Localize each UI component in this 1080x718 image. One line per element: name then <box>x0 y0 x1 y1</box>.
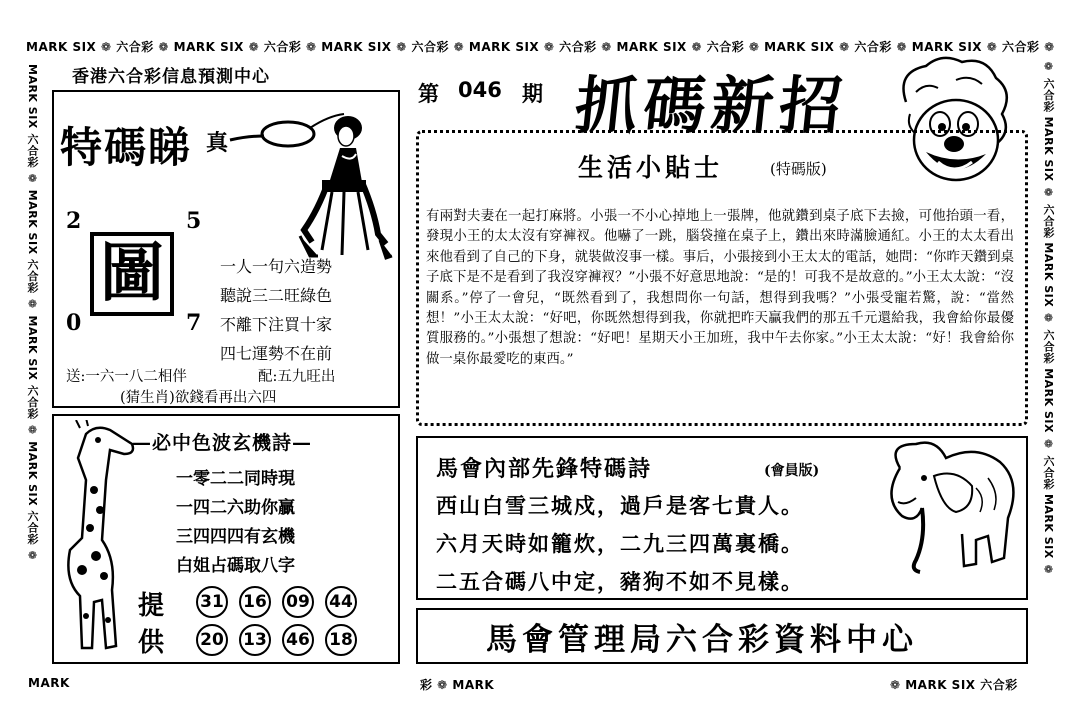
top-border-text: MARK SIX ❁ 六合彩 ❁ MARK SIX ❁ 六合彩 ❁ MARK SIX ❁ 六合彩 ❁ MARK SIX ❁ 六合彩 ❁ MARK SIX ❁ 六合彩 ❁ MARK SIX ❁ 六合彩 ❁ MARK SIX ❁ 六合彩 ❁ <box>26 40 1055 54</box>
left-border-text: MARK SIX 六合彩 ❁ MARK SIX 六合彩 ❁ MARK SIX 六合彩 ❁ MARK SIX 六合彩 ❁ <box>26 64 39 563</box>
gong-number-3: 46 <box>282 624 314 656</box>
corner-number-bottom-right: 7 <box>186 310 202 336</box>
gong-number-4: 18 <box>325 624 357 656</box>
ti-number-3: 09 <box>282 586 314 618</box>
issue-suffix: 期 <box>522 81 543 106</box>
elephant-icon <box>876 438 1024 578</box>
ti-label: 提 <box>138 591 165 621</box>
poem-box-subtitle: (會員版) <box>764 463 820 479</box>
color-poem-title: —必中色波玄機詩— <box>132 432 313 454</box>
guess-line: (猜生肖)欲錢看再出六四 <box>120 390 277 406</box>
riddle-character: 圖 <box>90 232 174 316</box>
bottom-border-mid: 彩 ❁ MARK <box>420 678 495 692</box>
giraffe-icon <box>56 420 144 656</box>
tips-subtitle: (特碼版) <box>770 160 827 178</box>
corner-number-top-left: 2 <box>66 208 82 234</box>
poem-box-title: 馬會內部先鋒特碼詩 <box>436 456 653 482</box>
tips-story: 有兩對夫妻在一起打麻將。小張一不小心掉地上一張牌，他就鑽到桌子底下去撿，可他抬頭一看，發現小王的太太沒有穿褲衩。他嚇了一跳，腦袋撞在桌子上，鑽出來時滿臉通紅。小王的太太看出來他看到了自己的下身，就裝做沒事一樣。事后，小張接到小王太太的電話，她問：“你昨天鑽到桌子底下是不是看到了我沒穿褲衩？”小張不好意思地說：“是的！可我不是故意的。”小王太太說：“沒關系。”停了一會兒，“既然看到了，我想問你一句話，想得到我嗎？”小張受寵若驚，說：“當然想！”小王太太說：“好吧，你既然想得到我，你就把昨天贏我們的那五千元還給我，我會給你最優質服務的。”小張想了想說：“好吧！星期天小王加班，我中午去你家。”小王太太說：“好！我會給你做一桌你最愛吃的東西。” <box>426 209 1014 367</box>
right-border-text: ❁ 六合彩 MARK SIX ❁ 六合彩 MARK SIX ❁ 六合彩 MARK SIX ❁ 六合彩 MARK SIX ❁ <box>1042 60 1055 577</box>
cowgirl-figure-icon <box>282 110 394 260</box>
poem-box-line-2: 六月天時如籠炊，二九三四萬裏橋。 <box>436 531 804 556</box>
big-title: 特碼睇 <box>60 123 193 172</box>
bottom-border-left: MARK <box>28 676 70 690</box>
footer-title: 馬會管理局六合彩資料中心 <box>486 622 918 658</box>
corner-number-bottom-left: 0 <box>66 310 82 336</box>
send-line: 送:一六一八二相伴 <box>66 369 187 385</box>
color-poem-line-1: 一零二二同時現 <box>176 469 295 489</box>
gong-label: 供 <box>138 628 165 658</box>
corner-number-top-right: 5 <box>186 208 202 234</box>
left-poem-line-2: 聽說三二旺綠色 <box>220 286 333 305</box>
main-title: 抓碼新招 <box>571 69 852 142</box>
ti-number-2: 16 <box>239 586 271 618</box>
gong-number-1: 20 <box>196 624 228 656</box>
color-poem-line-4: 白姐占碼取八字 <box>176 556 295 576</box>
bottom-border-right: ❁ MARK SIX 六合彩 <box>890 678 1018 692</box>
left-poem-line-4: 四七運勢不在前 <box>220 344 333 363</box>
color-poem-line-3: 三四四四有玄機 <box>176 527 295 547</box>
center-title: 香港六合彩信息預測中心 <box>72 67 270 87</box>
issue-prefix: 第 <box>418 81 439 106</box>
tips-title: 生活小貼士 <box>578 153 724 182</box>
ti-number-1: 31 <box>196 586 228 618</box>
issue-number: 046 <box>458 78 502 102</box>
ti-number-4: 44 <box>325 586 357 618</box>
poem-box-line-1: 西山白雪三城戍，過戶是客七貴人。 <box>436 493 804 518</box>
gong-number-2: 13 <box>239 624 271 656</box>
left-poem-line-3: 不離下注買十家 <box>220 315 333 334</box>
match-line: 配:五九旺出 <box>258 369 336 385</box>
big-title-suffix: 真 <box>206 130 229 156</box>
left-poem-line-1: 一人一句六造勢 <box>220 257 333 276</box>
color-poem-line-2: 一四二六助你贏 <box>176 498 295 518</box>
poem-box-line-3: 二五合碼八中定，豬狗不如不見樣。 <box>436 569 804 594</box>
